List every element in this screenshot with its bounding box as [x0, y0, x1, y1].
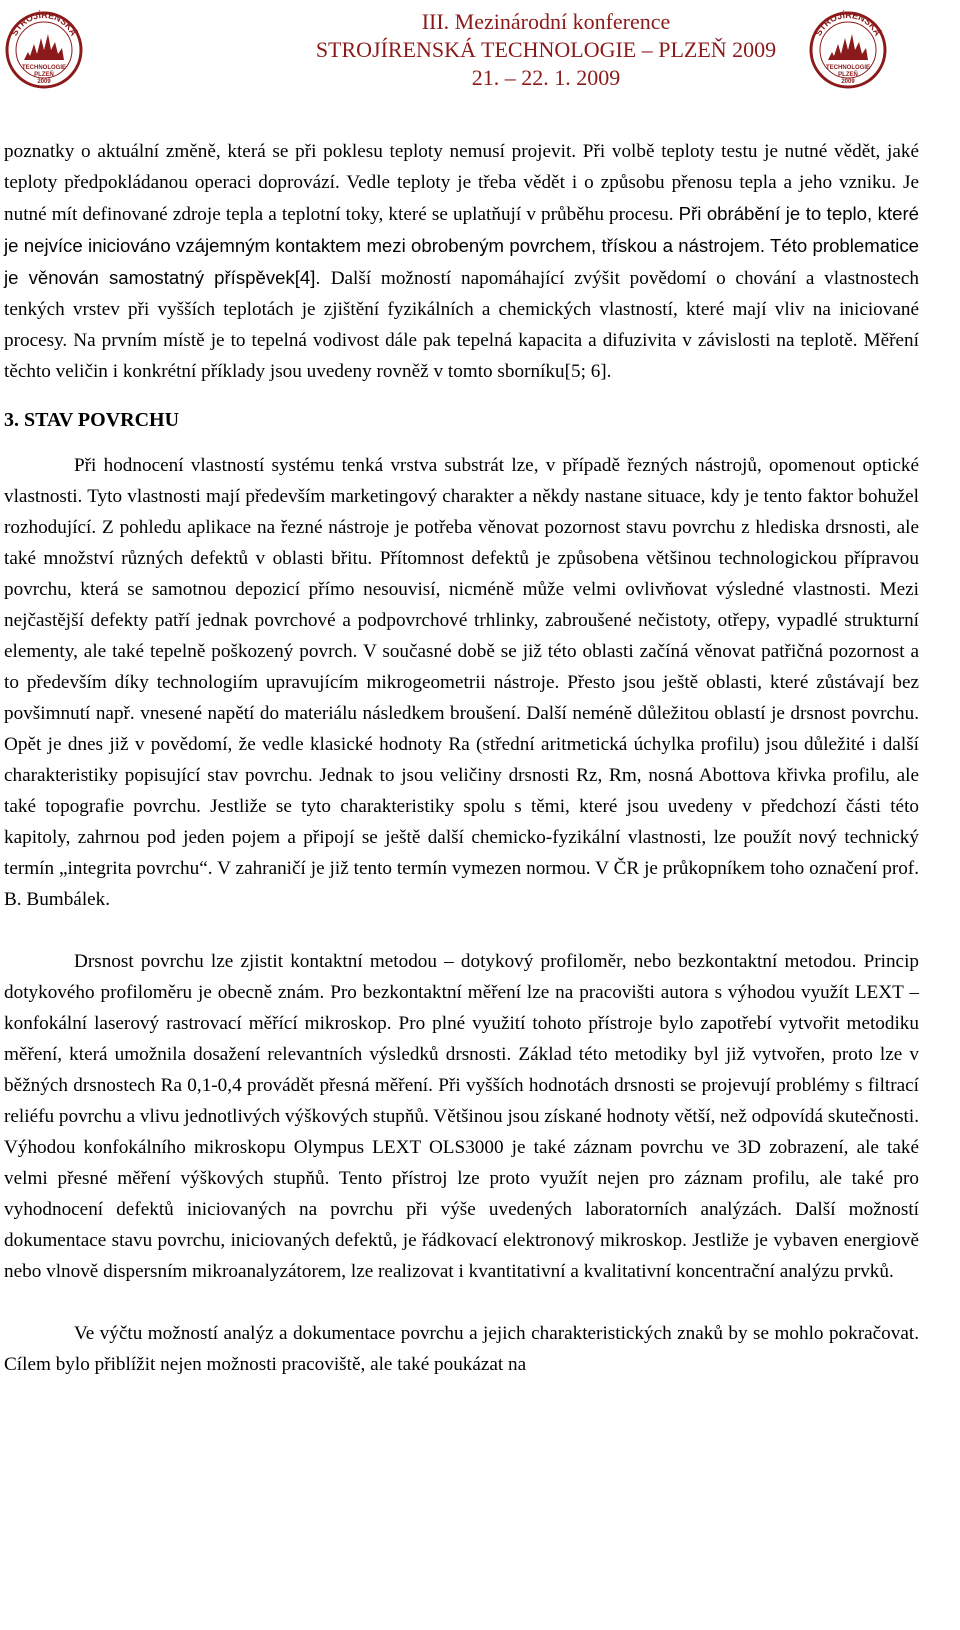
svg-text:TECHNOLOGIE: TECHNOLOGIE [825, 65, 871, 71]
conference-header [0, 0, 960, 110]
conference-dates: 21. – 22. 1. 2009 [471, 65, 621, 90]
svg-text:TECHNOLOGIE: TECHNOLOGIE [21, 65, 67, 71]
conference-title: III. Mezinárodní konference [421, 9, 671, 34]
paragraph-surface-state: Při hodnocení vlastností systému tenká vrstva substrát lze, v případě řezných nástrojů, opomenout optické vlastnosti. Tyto vlastnosti mají především marketingový charakter a někdy nastane situace, kdy je tento faktor bohužel rozhodující. Z pohledu aplikace na řezné nástroje je potřeba věnovat pozornost stavu povrchu z hlediska drsnosti, ale také množství různých defektů v oblasti břitu. Přítomnost defektů je způsobena většinou technologickou přípravou povrchu, která se samotnou depozicí přímo nesouvisí, nicméně může velmi ovlivňovat výsledné vlastnosti. Mezi nejčastější defekty patří jednak povrchové a podpovrchové trhlinky, zabroušené nečistoty, otřepy, vypadlé strukturní elementy, ale také tepelně poškozený povrch. V současné době se již této oblasti začíná věnovat patřičná pozornost a to především díky technologiím upravujícím mikrogeometrii nástroje. Přesto jsou ještě oblasti, které zůstávají bez povšimnutí např. vnesené napětí do materiálu následkem broušení. Další neméně důležitou oblastí je drsnost povrchu. Opět je dnes již v povědomí, že vedle klasické hodnoty Ra (střední aritmetická úchylka profilu) jsou důležité i další charakteristiky popisující stav povrchu. Jednak to jsou veličiny drsnosti Rz, Rm, nosná Abottova křivka profilu, ale také topografie povrchu. Jestliže se tyto charakteristiky spolu s těmi, které jsou uvedeny v předchozí části této kapitoly, zahrnou pod jeden pojem a připojí se ještě další chemicko-fyzikální vlastnosti, lze použít nový technický termín „integrita povrchu“. V zahraničí je již tento termín vymezen normou. V ČR je průkopníkem toho označení prof. B. Bumbálek. [4, 455, 919, 910]
conference-logo-left [4, 8, 84, 92]
svg-text:STROJÍRENSKÁ: STROJÍRENSKÁ [813, 9, 883, 38]
conference-logo-right [808, 8, 888, 92]
conference-subtitle: STROJÍRENSKÁ TECHNOLOGIE – PLZEŇ 2009 [315, 37, 777, 62]
svg-text:PLZEŇ: PLZEŇ [838, 72, 858, 78]
paragraph-intro-part3: Další možností napomáhající zvýšit povědomí o chování a vlastnostech tenkých vrstev při vyšších teplotách je zjištění fyzikálních a chemických vlastností, které mají vliv na iniciované procesy. Na prvním místě je to tepelná vodivost dále pak tepelná kapacita a difuzivita v závislosti na teplotě. [4, 268, 919, 351]
paper-body [4, 136, 919, 1380]
paragraph-intro-part1: poznatky o aktuální změně, která se při poklesu teploty nemusí projevit. Při volbě teploty testu je nutné vědět, jaké teploty předpokládanou operaci doprovází. Vedle teploty je třeba vědět i o způsobu přenosu tepla a jeho vzniku. Je nutné mít definované zdroje tepla a teplotní toky, které se uplatňují v průběhu procesu. [4, 141, 919, 225]
paragraph-intro-part4: Měření těchto veličin i konkrétní příklady jsou uvedeny rovněž v tomto sborníku[5; 6]. [4, 330, 919, 382]
svg-text:2009: 2009 [37, 79, 51, 85]
paragraph-roughness: Drsnost povrchu lze zjistit kontaktní metodou – dotykový profiloměr, nebo bezkontaktní metodou. Princip dotykového profiloměru je obecně znám. Pro bezkontaktní měření lze na pracovišti autora s výhodou využít LEXT – konfokální laserový rastrovací měřící mikroskop. Pro plné využití tohoto přístroje bylo zapotřebí vytvořit metodiku měření, která umožnila dosažení relevantních výsledků drsnosti. Základ této metodiky byl již vytvořen, proto lze v běžných drsnostech Ra 0,1-0,4 provádět přesná měření. Při vyšších hodnotách drsnosti se projevují problémy s filtrací reliéfu povrchu a vlivu jednotlivých výškových stupňů. Většinou jsou získané hodnoty větší, než odpovídá skutečnosti. Výhodou konfokálního mikroskopu Olympus LEXT OLS3000 je také záznam povrchu ve 3D zobrazení, ale také velmi přesné měření výškových stupňů. Tento přístroj lze proto využít nejen pro záznam profilu, ale také pro vyhodnocení defektů iniciovaných na povrchu při výše uvedených laboratorních analýzách. Další možností dokumentace stavu povrchu, iniciovaných defektů, je řádkovací elektronový mikroskop. Jestliže je vybaven energiově nebo vlnově dispersním mikroanalyzátorem, lze realizovat i kvantitativní a kvalitativní koncentrační analýzu prvků. [4, 951, 919, 1282]
paragraph-intro [4, 136, 919, 387]
svg-text:2009: 2009 [841, 79, 855, 85]
svg-text:PLZEŇ: PLZEŇ [34, 72, 54, 78]
conference-title-block [296, 8, 796, 92]
section-heading: 3. STAV POVRCHU [4, 409, 180, 431]
paragraph-intro-part2: Při obrábění je to teplo, které je nejvíce iniciováno vzájemným kontaktem mezi obrobeným povrchem, třískou a nástrojem. Této problematice je věnován samostatný příspěvek[4]. [4, 203, 919, 288]
svg-text:STROJÍRENSKÁ: STROJÍRENSKÁ [9, 9, 79, 38]
paragraph-conclusion: Ve výčtu možností analýz a dokumentace povrchu a jejich charakteristických znaků by se mohlo pokračovat. Cílem bylo přiblížit nejen možnosti pracoviště, ale také poukázat na [4, 1323, 919, 1375]
